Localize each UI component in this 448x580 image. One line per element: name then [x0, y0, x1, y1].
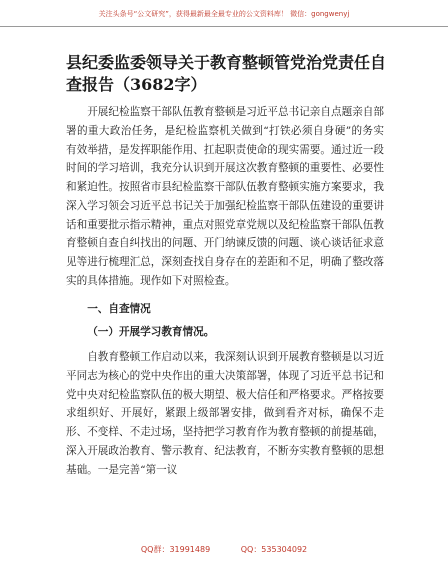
- footer: [0, 544, 448, 555]
- footer-qq: QQ：535304092: [240, 545, 308, 554]
- body-paragraph: 自教育整顿工作启动以来，我深刻认识到开展教育整顿是以习近平同志为核心的党中央作出的重大决策部署，体现了习近平总书记和党中央对纪检监察队伍的极大期望、极大信任和严格要求。严格按要求组织好、开展好，紧跟上级部署安排，做到看齐对标，确保不走形、不变样、不走过场，坚持把学习教育作为教育整顿的前提基础，深入开展政治教育、警示教育、纪法教育，不断夯实教育整顿的思想基础。一是完善“第一议: [66, 351, 384, 476]
- banner-text: 关注头条号“公文研究”，获得最新最全最专业的公文资料库！ 微信：gongwenyj: [98, 10, 350, 18]
- top-banner: [0, 0, 448, 27]
- intro-paragraph: 开展纪检监察干部队伍教育整顿是习近平总书记亲自点题亲自部署的重大政治任务，是纪检监察机关做到“打铁必须自身硬”的务实有效举措，是发挥职能作用、扛起职责使命的现实需要。通过近一段时间的学习培训，我充分认识到开展这次教育整顿的重要性、必要性和紧迫性。按照省市县纪检监察干部队伍教育整顿实施方案要求，我深入学习领会习近平总书记关于加强纪检监察干部队伍建设的重要讲话和重要批示指示精神，重点对照党章党规以及纪检监察干部队伍教育整顿自查自纠找出的问题、开门纳谏反馈的问题、谈心谈话征求意见等进行梳理汇总，深刻查找自身存在的差距和不足，明确了整改落实的具体措施。现作如下对照检查。: [66, 106, 384, 287]
- subsection-heading: （一）开展学习教育情况。: [87, 326, 215, 339]
- document-body: [66, 103, 384, 479]
- document-title: 县纪委监委领导关于教育整顿管党治党责任自查报告（3682字）: [66, 53, 387, 94]
- footer-qq-group: QQ群：31991489: [140, 545, 211, 554]
- section-heading: 一、自查情况: [87, 302, 151, 315]
